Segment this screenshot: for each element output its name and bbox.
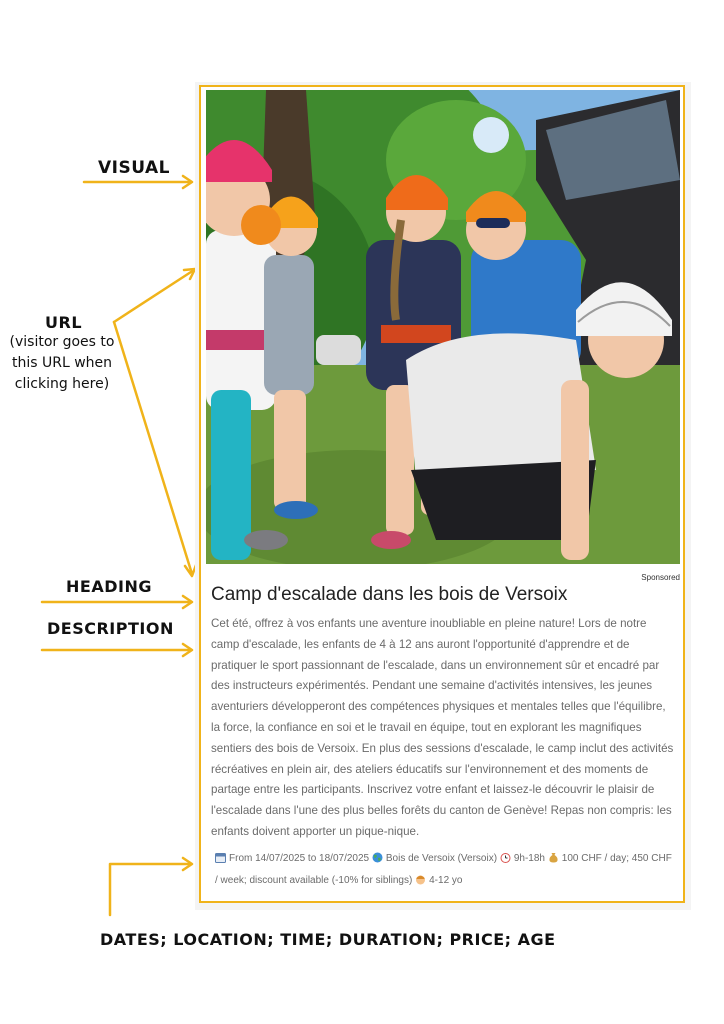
climbing-camp-photo: [206, 90, 680, 564]
calendar-icon: [215, 852, 226, 863]
ad-visual-image[interactable]: [206, 90, 680, 564]
ad-meta-age: 4-12 yo: [429, 875, 463, 886]
callout-heading-label: HEADING: [66, 577, 152, 596]
money-bag-icon: [548, 852, 559, 863]
globe-icon: [372, 852, 383, 863]
alarm-clock-icon: [500, 852, 511, 863]
callout-url-note-line-1: (visitor goes to: [9, 334, 115, 350]
ad-meta-info: [215, 848, 675, 892]
callout-url-note: [2, 332, 122, 395]
child-icon: [415, 874, 426, 885]
ad-meta-price: 100 CHF / day; 450 CHF / week; discount available (-10% for siblings): [215, 853, 672, 886]
ad-meta-dates: From 14/07/2025 to 18/07/2025: [229, 853, 370, 864]
ad-meta-time: 9h-18h: [513, 853, 545, 864]
ad-heading[interactable]: Camp d'escalade dans les bois de Versoix: [211, 584, 568, 605]
callout-description-label: DESCRIPTION: [47, 619, 174, 638]
callout-meta-label: DATES; LOCATION; TIME; DURATION; PRICE; AGE: [100, 930, 556, 949]
ad-meta-location: Bois de Versoix (Versoix): [385, 853, 498, 864]
callout-url-note-line-2: this URL when: [11, 355, 113, 371]
callout-visual-label: VISUAL: [98, 158, 170, 178]
callout-url-label: URL: [45, 313, 83, 332]
sponsored-label: Sponsored: [641, 573, 680, 582]
callout-url-note-line-3: clicking here): [14, 376, 110, 392]
ad-description: Cet été, offrez à vos enfants une aventure inoubliable en pleine nature! Lors de notre camp d'escalade, les enfants de 4 à 12 ans auront l'opportunité d'apprendre et de pratiquer le sport passionnant de l'escalade, dans un environnement sûr et encadré par des instructeurs expérimentés. Pendant une semaine d'activités intensives, les jeunes aventuriers développeront des compétences physiques et mentales telles que l'équilibre, la force, la confiance en soi et le travail en équipe, tout en explorant les magnifiques sentiers des bois de Versoix. En plus des sessions d'escalade, le camp inclut des activités récréatives en plein air, des ateliers éducatifs sur l'environnement et des moments de partage entre les participants. Inscrivez votre enfant et laissez-le découvrir le plaisir de l'escalade dans l'une des plus belles forêts du canton de Genève! Repas non compris: les enfants doivent apporter un pique-nique.: [211, 617, 674, 838]
